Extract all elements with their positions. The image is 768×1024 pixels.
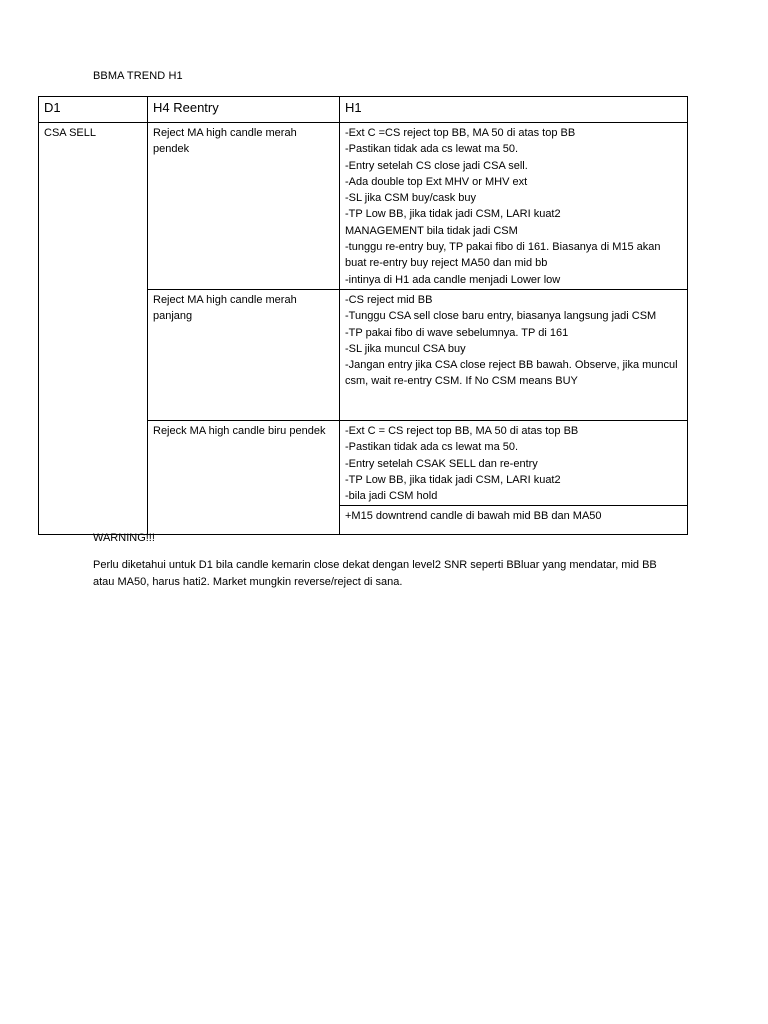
h1-line: -Pastikan tidak ada cs lewat ma 50. [345, 143, 519, 156]
header-h4-reentry: H4 Reentry [148, 97, 340, 123]
h1-cell [340, 289, 688, 420]
h1-line: -bila jadi CSM hold [345, 490, 438, 503]
h1-line: -SL jika muncul CSA buy [345, 342, 466, 355]
h1-line: -TP Low BB, jika tidak jadi CSM, LARI kuat2 [345, 208, 561, 221]
h1-cell [340, 123, 688, 290]
h4-cell: Rejeck MA high candle biru pendek [148, 420, 340, 534]
h1-line: -Ext C =CS reject top BB, MA 50 di atas top BB [345, 127, 576, 139]
h1-line: -intinya di H1 ada candle menjadi Lower low [345, 273, 561, 286]
h1-line: -Jangan entry jika CSA close reject BB bawah. Observe, jika muncul csm, wait re-entry CSM. If No CSM means BUY [345, 359, 678, 388]
h1-line: -CS reject mid BB [345, 293, 433, 306]
warning-note: Perlu diketahui untuk D1 bila candle kemarin close dekat dengan level2 SNR seperti BBluar yang mendatar, mid BB atau MA50, harus hati2. Market mungkin reverse/reject di sana. [93, 559, 657, 588]
table-header-row [39, 97, 688, 123]
d1-cell: CSA SELL [39, 123, 148, 535]
h1-line: -Entry setelah CS close jadi CSA sell. [345, 159, 528, 172]
warning-heading: WARNING!!! [93, 532, 155, 544]
h1-line: -Ext C = CS reject top BB, MA 50 di atas top BB [345, 424, 579, 437]
h1-cell [340, 420, 688, 505]
h1-line: -SL jika CSM buy/cask buy [345, 192, 477, 205]
h4-cell: Reject MA high candle merah panjang [148, 289, 340, 420]
header-d1: D1 [39, 97, 148, 123]
h4-cell: Reject MA high candle merah pendek [148, 123, 340, 290]
h1-line: MANAGEMENT bila tidak jadi CSM [345, 224, 518, 237]
h1-line: -Entry setelah CSAK SELL dan re-entry [345, 457, 538, 470]
h1-line: -Tunggu CSA sell close baru entry, biasanya langsung jadi CSM [345, 310, 657, 323]
h1-line: -TP pakai fibo di wave sebelumnya. TP di 161 [345, 326, 569, 339]
h1-line: -Ada double top Ext MHV or MHV ext [345, 175, 528, 188]
h1-line: -Pastikan tidak ada cs lewat ma 50. [345, 441, 519, 454]
strategy-table [38, 96, 688, 535]
table-row [39, 123, 688, 290]
document-title: BBMA TREND H1 [93, 70, 183, 82]
h1-extra-cell: +M15 downtrend candle di bawah mid BB dan MA50 [340, 506, 688, 535]
header-h1: H1 [340, 97, 688, 123]
h1-line: -tunggu re-entry buy, TP pakai fibo di 161. Biasanya di M15 akan buat re-entry buy reject MA50 dan mid bb [345, 241, 661, 270]
h1-line: -TP Low BB, jika tidak jadi CSM, LARI kuat2 [345, 473, 561, 486]
